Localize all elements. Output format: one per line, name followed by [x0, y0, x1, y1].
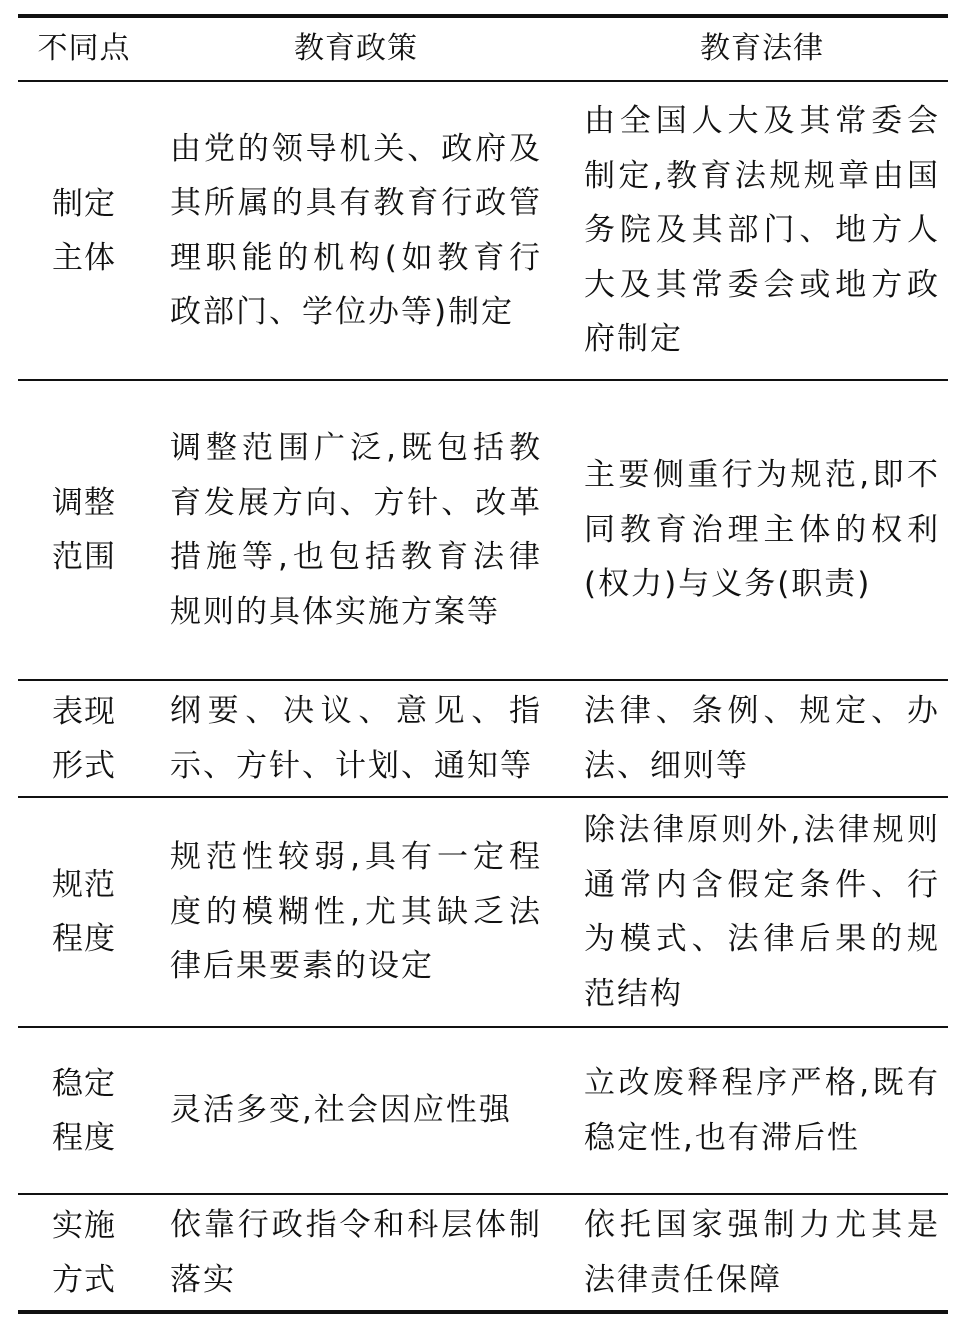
table-cell — [18, 1028, 150, 1193]
row-aspect: 表现形式 — [52, 693, 116, 784]
row-aspect: 制定主体 — [52, 185, 116, 276]
header-cell — [584, 18, 940, 80]
table-cell — [170, 1028, 542, 1193]
table-cell — [170, 1195, 542, 1310]
table-cell — [584, 681, 940, 796]
table-cell — [18, 681, 150, 796]
row-law: 主要侧重行为规范,即不同教育治理主体的权利(权力)与义务(职责) — [584, 457, 940, 603]
row-law: 由全国人大及其常委会制定,教育法规规章由国务院及其部门、地方人大及其常委会或地方政府制定 — [584, 103, 940, 358]
table-cell — [584, 1028, 940, 1193]
row-aspect: 调整范围 — [52, 485, 116, 575]
table-cell — [18, 798, 150, 1026]
table-cell — [18, 1195, 150, 1310]
row-law: 立改废释程序严格,既有稳定性,也有滞后性 — [584, 1065, 940, 1156]
table-cell — [584, 1195, 940, 1310]
table-cell — [18, 381, 150, 679]
table-row — [18, 1195, 948, 1310]
table-cell — [18, 82, 150, 379]
table-cell — [170, 82, 542, 379]
header-cell — [18, 18, 150, 80]
table-cell — [170, 381, 542, 679]
table-cell — [584, 82, 940, 379]
table-row — [18, 681, 948, 796]
table-row — [18, 381, 948, 679]
row-policy: 依靠行政指令和科层体制落实 — [170, 1207, 542, 1298]
table-cell — [170, 681, 542, 796]
row-policy: 灵活多变,社会因应性强 — [170, 1092, 512, 1129]
header-cell — [170, 18, 542, 80]
table-cell — [584, 381, 940, 679]
row-law: 法律、条例、规定、办法、细则等 — [584, 693, 940, 784]
row-aspect: 规范程度 — [52, 867, 116, 957]
header-law: 教育法律 — [700, 31, 824, 66]
table-row — [18, 798, 948, 1026]
header-policy: 教育政策 — [294, 31, 418, 66]
row-aspect: 稳定程度 — [52, 1065, 116, 1156]
row-policy: 调整范围广泛,既包括教育发展方向、方针、改革措施等,也包括教育法律规则的具体实施方案等 — [170, 430, 542, 630]
row-policy: 由党的领导机关、政府及其所属的具有教育行政管理职能的机构(如教育行政部门、学位办等)制定 — [170, 130, 542, 330]
row-law: 除法律原则外,法律规则通常内含假定条件、行为模式、法律后果的规范结构 — [584, 812, 940, 1012]
table-row — [18, 82, 948, 379]
table-header-row — [18, 18, 948, 80]
table-cell — [170, 798, 542, 1026]
row-law: 依托国家强制力尤其是法律责任保障 — [584, 1207, 940, 1298]
row-policy: 纲要、决议、意见、指示、方针、计划、通知等 — [170, 693, 542, 784]
header-aspect: 不同点 — [37, 31, 131, 66]
table-bottom-rule — [18, 1310, 948, 1314]
comparison-table — [18, 14, 948, 1314]
table-row — [18, 1028, 948, 1193]
table-cell — [584, 798, 940, 1026]
row-aspect: 实施方式 — [52, 1207, 116, 1298]
row-policy: 规范性较弱,具有一定程度的模糊性,尤其缺乏法律后果要素的设定 — [170, 839, 542, 985]
